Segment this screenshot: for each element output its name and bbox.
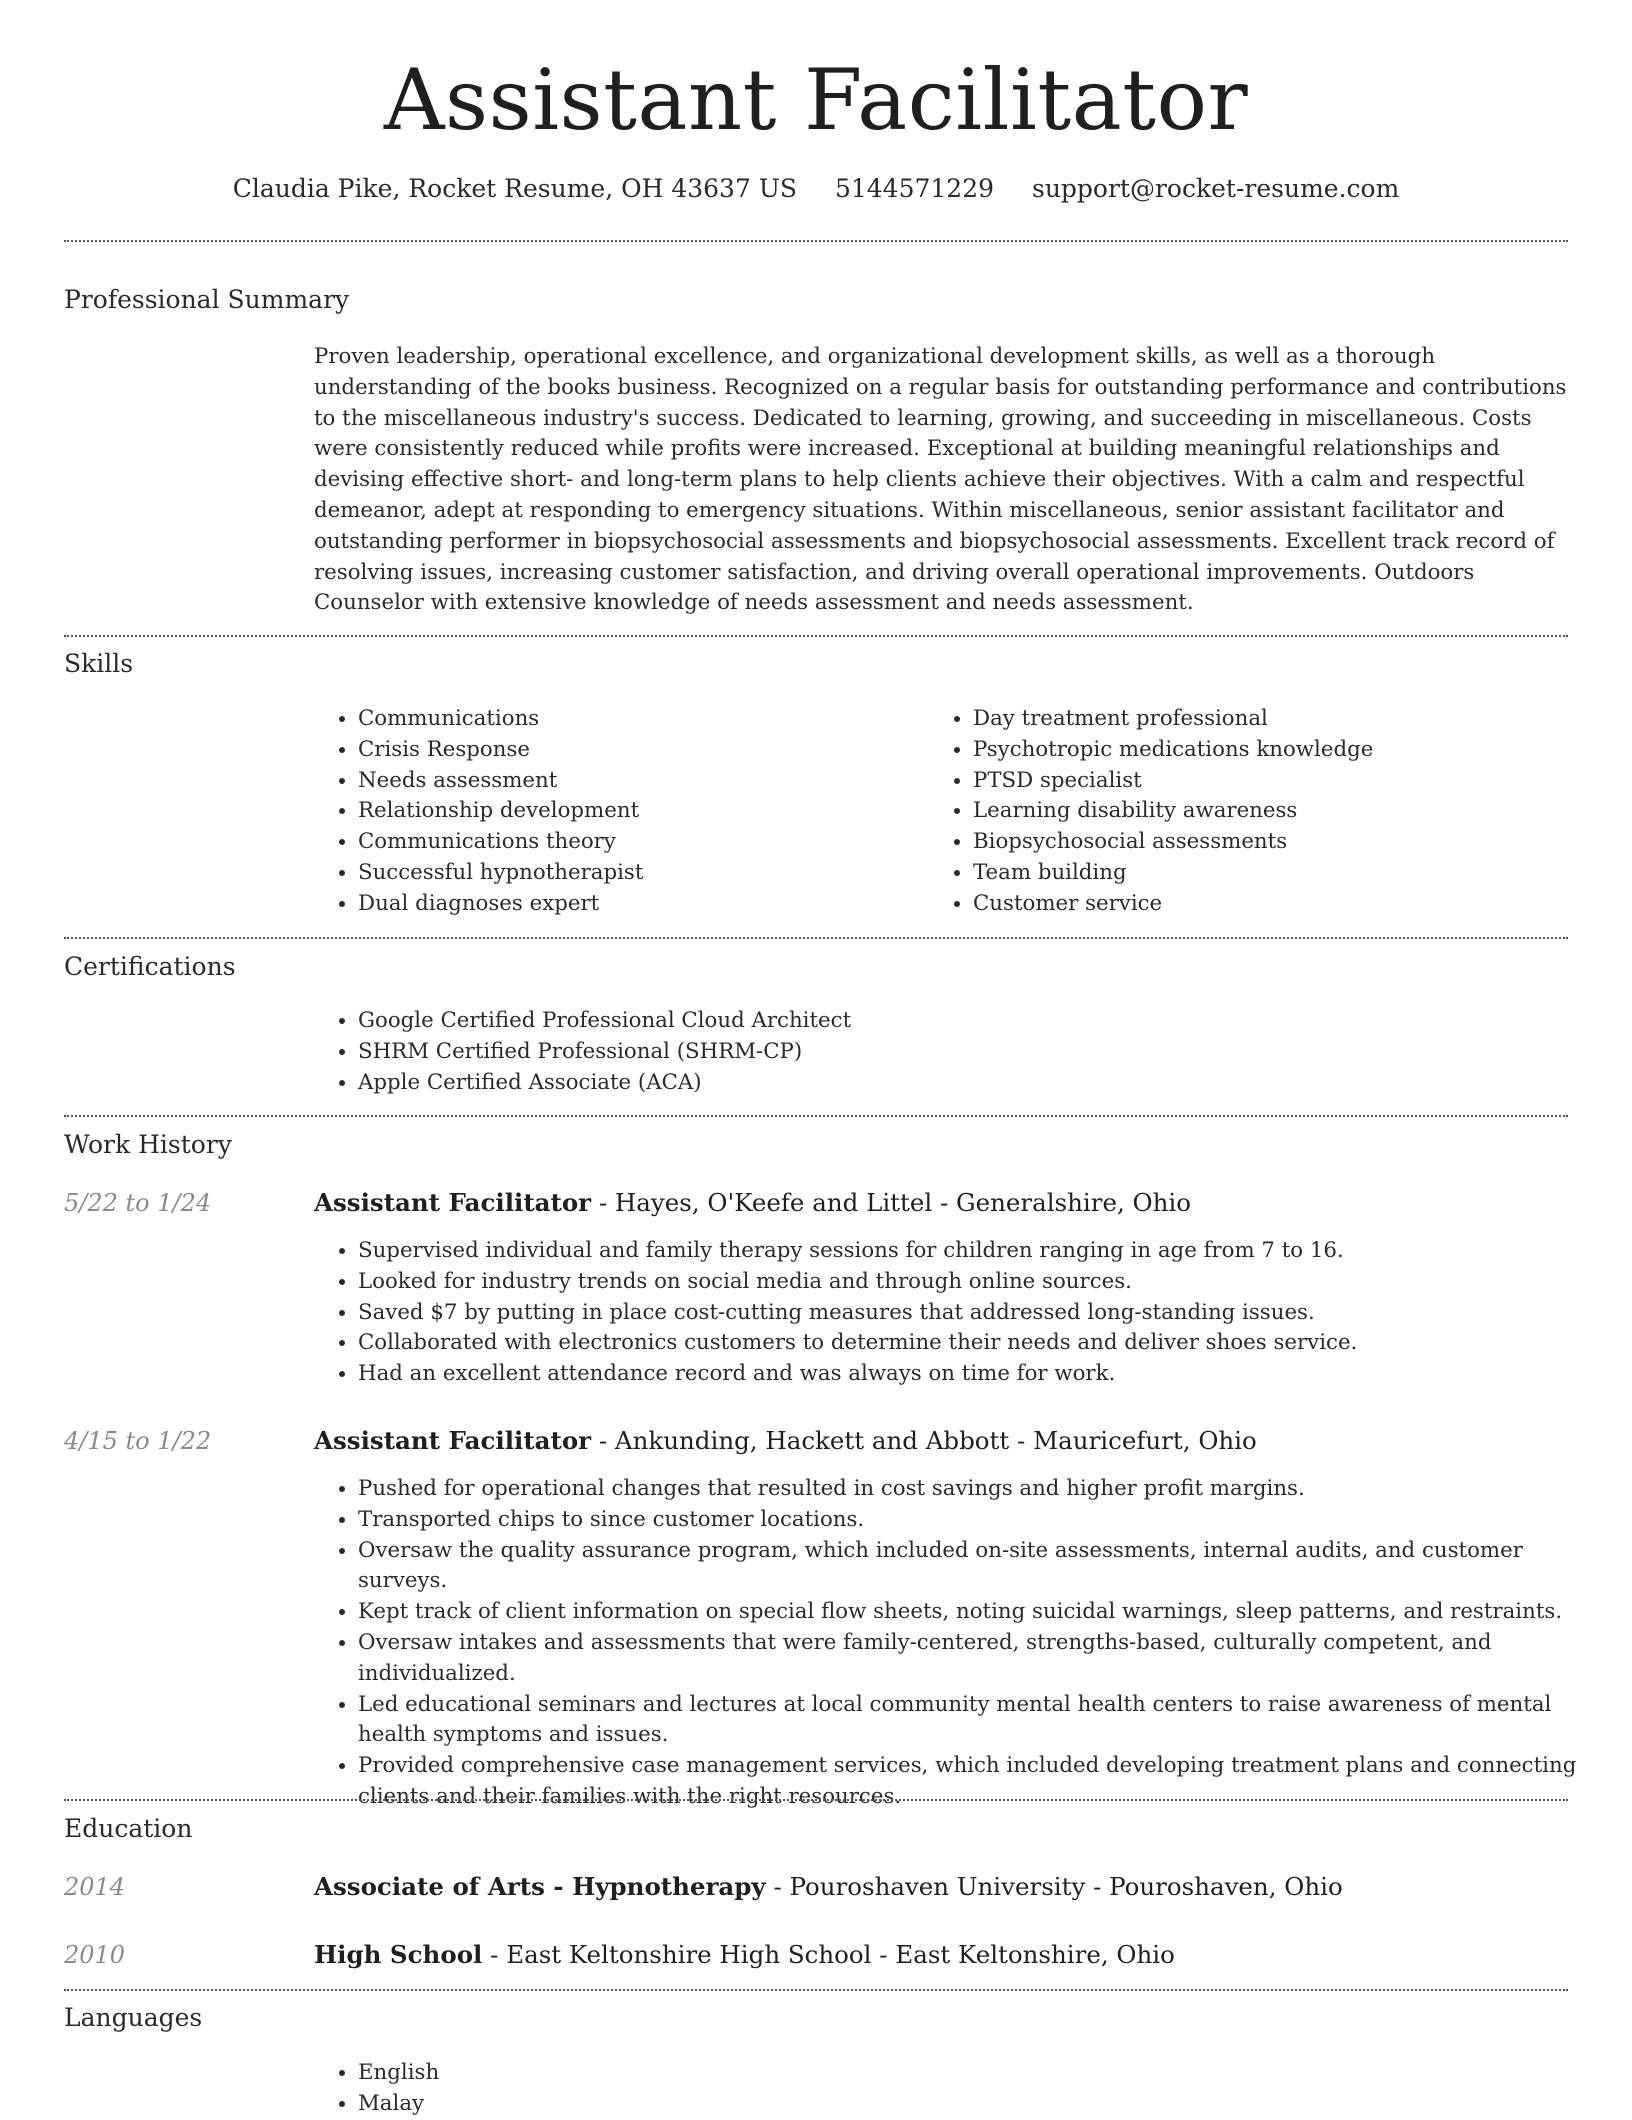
resume-name: Assistant Facilitator (383, 51, 1249, 149)
section-divider (64, 635, 1568, 637)
skill-item: • Customer service (973, 889, 1573, 920)
education-entry (314, 1870, 1343, 1904)
section-divider (64, 937, 1568, 939)
section-divider (64, 1799, 1568, 1801)
section-divider (64, 1989, 1568, 1991)
job-dates: 5/22 to 1/24 (64, 1189, 212, 1217)
skill-item: • Biopsychosocial assessments (973, 827, 1573, 858)
education-school: - East Keltonshire High School - East Keltonshire, Ohio (482, 1940, 1175, 1969)
education-degree: Associate of Arts - Hypnotherapy (314, 1872, 766, 1901)
job-bullet: • Kept track of client information on special flow sheets, noting suicidal warnings, sleep patterns, and restraints. (358, 1597, 1614, 1628)
summary-heading: Professional Summary (64, 285, 350, 314)
skill-item: • Communications (358, 704, 918, 735)
section-divider (64, 1115, 1568, 1117)
job-heading (314, 1186, 1191, 1220)
skill-item: • Learning disability awareness (973, 796, 1573, 827)
education-school: - Pouroshaven University - Pouroshaven, Ohio (765, 1872, 1343, 1901)
job-bullet: • Supervised individual and family therapy sessions for children ranging in age from 7 to 16. (358, 1236, 1614, 1267)
skill-item: • Crisis Response (358, 735, 918, 766)
work-history-heading: Work History (64, 1130, 232, 1159)
certification-item: • SHRM Certified Professional (SHRM-CP) (358, 1037, 1558, 1068)
languages-heading: Languages (64, 2003, 203, 2032)
job-role: Assistant Facilitator (314, 1426, 592, 1455)
job-employer: - Hayes, O'Keefe and Littel - Generalshire, Ohio (591, 1188, 1191, 1217)
summary-text: Proven leadership, operational excellence, and organizational development skills, as well as a thorough understanding of the books business. Recognized on a regular basis for outstanding performance and contributions to the miscellaneous industry's success. Dedicated to learning, growing, and succeeding in miscellaneous. Costs were consistently reduced while profits were increased. Exceptional at building meaningful relationships and devising effective short- and long-term plans to help clients achieve their objectives. With a calm and respectful demeanor, adept at responding to emergency situations. Within miscellaneous, senior assistant facilitator and outstanding performer in biopsychosocial assessments and biopsychosocial assessments. Excellent track record of resolving issues, increasing customer satisfaction, and driving overall operational improvements. Outdoors Counselor with extensive knowledge of needs assessment and needs assessment. (314, 344, 1567, 616)
skills-list-right (929, 704, 1573, 920)
job-employer: - Ankunding, Hackett and Abbott - Mauricefurt, Ohio (591, 1426, 1257, 1455)
job-role: Assistant Facilitator (314, 1188, 592, 1217)
job-bullet: • Saved $7 by putting in place cost-cutting measures that addressed long-standing issues. (358, 1298, 1614, 1329)
certification-item: • Google Certified Professional Cloud Architect (358, 1006, 1558, 1037)
certification-item: • Apple Certified Associate (ACA) (358, 1068, 1558, 1099)
education-entry (314, 1938, 1175, 1972)
skill-item: • Team building (973, 858, 1573, 889)
skill-item: • Needs assessment (358, 766, 918, 797)
skill-item: • Communications theory (358, 827, 918, 858)
job-bullet: • Transported chips to since customer locations. (358, 1505, 1614, 1536)
job-bullet: • Provided comprehensive case management services, which included developing treatment plans and connecting clients and their families with the right resources. (358, 1751, 1614, 1813)
skill-item: • Dual diagnoses expert (358, 889, 918, 920)
job-bullet: • Oversaw intakes and assessments that were family-centered, strengths-based, culturally competent, and individualized. (358, 1628, 1614, 1690)
job-bullet: • Looked for industry trends on social media and through online sources. (358, 1267, 1614, 1298)
skill-item: • Psychotropic medications knowledge (973, 735, 1573, 766)
language-item: • Malay (358, 2089, 958, 2120)
education-heading: Education (64, 1814, 193, 1843)
contact-line (0, 172, 1632, 206)
contact-email: support@rocket-resume.com (1031, 174, 1400, 203)
certifications-heading: Certifications (64, 952, 236, 981)
skill-item: • Relationship development (358, 796, 918, 827)
contact-phone: 5144571229 (834, 174, 995, 203)
job-bullets (314, 1236, 1614, 1390)
education-year: 2014 (64, 1873, 126, 1901)
languages-list (314, 2058, 958, 2120)
skills-list-left (314, 704, 918, 920)
job-bullet: • Led educational seminars and lectures at local community mental health centers to raise awareness of mental health symptoms and issues. (358, 1690, 1614, 1752)
job-dates: 4/15 to 1/22 (64, 1427, 212, 1455)
education-degree: High School (314, 1940, 483, 1969)
skill-item: • Day treatment professional (973, 704, 1573, 735)
skills-heading: Skills (64, 649, 134, 678)
job-bullet: • Oversaw the quality assurance program, which included on-site assessments, internal audits, and customer surveys. (358, 1536, 1614, 1598)
education-year: 2010 (64, 1941, 126, 1969)
job-bullet: • Had an excellent attendance record and was always on time for work. (358, 1359, 1614, 1390)
job-heading (314, 1424, 1257, 1458)
section-divider (64, 240, 1568, 242)
contact-address: Claudia Pike, Rocket Resume, OH 43637 US (232, 174, 798, 203)
job-bullets (314, 1474, 1614, 1813)
language-item: • English (358, 2058, 958, 2089)
certifications-list (314, 1006, 1558, 1098)
job-bullet: • Pushed for operational changes that resulted in cost savings and higher profit margins. (358, 1474, 1614, 1505)
skill-item: • PTSD specialist (973, 766, 1573, 797)
skill-item: • Successful hypnotherapist (358, 858, 918, 889)
job-bullet: • Collaborated with electronics customers to determine their needs and deliver shoes service. (358, 1328, 1614, 1359)
